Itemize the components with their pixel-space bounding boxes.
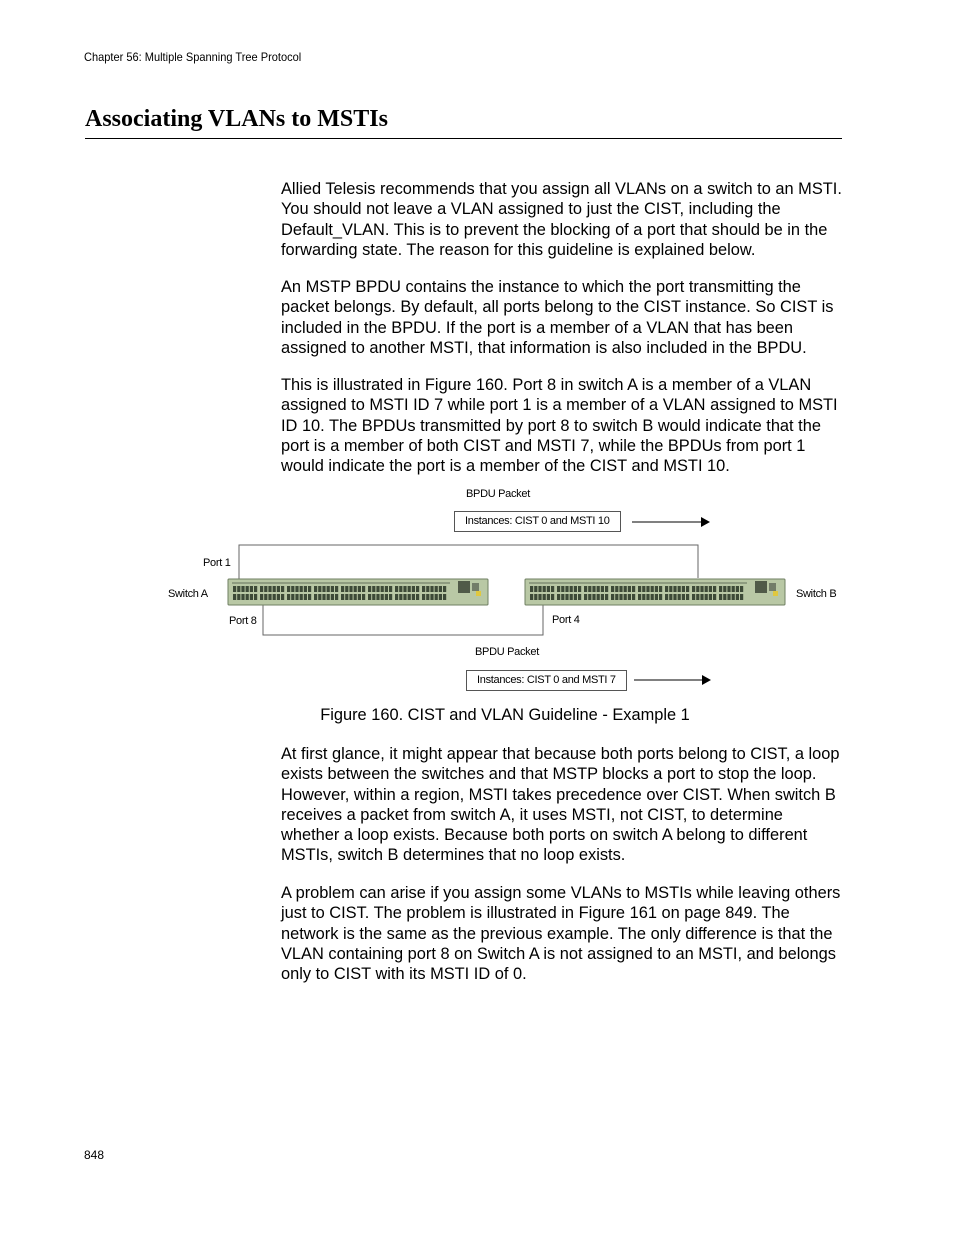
switch-port <box>287 586 290 592</box>
switch-port <box>264 594 267 600</box>
port8-link-line <box>263 605 543 635</box>
switch-port <box>624 586 627 592</box>
switch-port <box>651 594 654 600</box>
switch-port <box>723 586 726 592</box>
switch-port <box>705 586 708 592</box>
switch-port <box>322 586 325 592</box>
switch-port <box>543 594 546 600</box>
bottom-bpdu-packet-label: BPDU Packet <box>475 646 539 658</box>
switch-port <box>736 594 739 600</box>
switch-port <box>254 594 257 600</box>
switch-port <box>611 594 614 600</box>
switch-port <box>237 594 240 600</box>
switch-port <box>314 594 317 600</box>
switch-port <box>682 586 685 592</box>
switch-port <box>669 594 672 600</box>
switch-port <box>732 594 735 600</box>
port8-label: Port 8 <box>229 615 257 627</box>
switch-port <box>543 586 546 592</box>
switch-port <box>732 586 735 592</box>
switch-port <box>538 586 541 592</box>
switch-port <box>740 594 743 600</box>
switch-port <box>250 594 253 600</box>
switch-port <box>395 586 398 592</box>
switch-port <box>376 594 379 600</box>
switch-port <box>673 586 676 592</box>
switch-port <box>655 594 658 600</box>
switch-port <box>291 594 294 600</box>
switch-port <box>665 594 668 600</box>
switch-port <box>331 586 334 592</box>
switch-port <box>345 586 348 592</box>
switch-port <box>439 586 442 592</box>
switch-port <box>268 586 271 592</box>
switch-port <box>354 594 357 600</box>
switch-port <box>395 594 398 600</box>
switch-b-device <box>525 579 785 605</box>
switch-port <box>277 586 280 592</box>
switch-port <box>422 594 425 600</box>
switch-port <box>638 586 641 592</box>
switch-port <box>547 586 550 592</box>
switch-port <box>345 594 348 600</box>
switch-port <box>561 594 564 600</box>
switch-port <box>376 586 379 592</box>
switch-port <box>592 594 595 600</box>
switch-port <box>327 586 330 592</box>
switch-port <box>561 586 564 592</box>
switch-port <box>638 594 641 600</box>
switch-port <box>727 594 730 600</box>
switch-port <box>584 586 587 592</box>
switch-port <box>295 586 298 592</box>
switch-port <box>304 594 307 600</box>
switch-port <box>669 586 672 592</box>
bottom-bpdu-instances-box: Instances: CIST 0 and MSTI 7 <box>466 670 627 691</box>
switch-port <box>646 586 649 592</box>
switch-port <box>551 594 554 600</box>
switch-port <box>341 586 344 592</box>
switch-b-label: Switch B <box>796 588 837 600</box>
switch-port <box>578 586 581 592</box>
switch-b-uplink-port <box>755 581 767 593</box>
switch-port <box>678 586 681 592</box>
switch-port <box>619 586 622 592</box>
switch-port <box>233 594 236 600</box>
switch-port <box>700 586 703 592</box>
switch-port <box>628 586 631 592</box>
switch-port <box>322 594 325 600</box>
switch-port <box>605 594 608 600</box>
switch-port <box>246 594 249 600</box>
switch-port <box>547 594 550 600</box>
switch-port <box>372 586 375 592</box>
switch-port <box>530 586 533 592</box>
switch-a-device <box>228 579 488 605</box>
switch-port <box>362 594 365 600</box>
switch-port <box>619 594 622 600</box>
switch-a-uplink-port <box>458 581 470 593</box>
switch-b-label-strip <box>529 582 747 584</box>
switch-port <box>601 586 604 592</box>
switch-port <box>241 586 244 592</box>
switch-port <box>696 586 699 592</box>
switch-port <box>241 594 244 600</box>
switch-port <box>335 586 338 592</box>
switch-port <box>416 586 419 592</box>
switch-port <box>385 594 388 600</box>
top-bpdu-instances-box: Instances: CIST 0 and MSTI 10 <box>454 511 621 532</box>
switch-port <box>260 586 263 592</box>
switch-a-label-strip <box>232 582 450 584</box>
switch-port <box>659 594 662 600</box>
switch-port <box>349 586 352 592</box>
switch-port <box>597 586 600 592</box>
switch-port <box>651 586 654 592</box>
switch-port <box>435 586 438 592</box>
switch-port <box>538 594 541 600</box>
switch-port <box>250 586 253 592</box>
switch-port <box>246 586 249 592</box>
paragraph-1: Allied Telesis recommends that you assign all VLANs on a switch to an MSTI. You should not leave a VLAN assigned to just the CIST, including the Default_VLAN. This is to prevent the blocking of a port that should be in the forwarding state. The reason for this guideline is explained below. <box>281 180 842 259</box>
switch-port <box>233 586 236 592</box>
switch-port <box>700 594 703 600</box>
switch-port <box>439 594 442 600</box>
switch-port <box>601 594 604 600</box>
switch-port <box>358 586 361 592</box>
switch-port <box>422 586 425 592</box>
switch-port <box>642 586 645 592</box>
switch-port <box>403 594 406 600</box>
switch-port <box>426 594 429 600</box>
switch-port <box>719 586 722 592</box>
switch-port <box>709 586 712 592</box>
switch-port <box>314 586 317 592</box>
switch-port <box>597 594 600 600</box>
switch-port <box>727 586 730 592</box>
switch-port <box>308 586 311 592</box>
switch-port <box>628 594 631 600</box>
switch-port <box>349 594 352 600</box>
switch-a-status-led <box>476 591 481 596</box>
switch-port <box>736 586 739 592</box>
switch-port <box>709 594 712 600</box>
switch-port <box>430 594 433 600</box>
switch-port <box>615 586 618 592</box>
switch-port <box>273 586 276 592</box>
switch-port <box>686 586 689 592</box>
switch-port <box>331 594 334 600</box>
switch-port <box>570 586 573 592</box>
switch-port <box>281 586 284 592</box>
switch-port <box>611 586 614 592</box>
switch-port <box>673 594 676 600</box>
switch-port <box>615 594 618 600</box>
switch-port <box>659 586 662 592</box>
switch-port <box>291 586 294 592</box>
switch-port <box>399 594 402 600</box>
switch-port <box>557 586 560 592</box>
switch-port <box>740 586 743 592</box>
switch-port <box>304 586 307 592</box>
switch-port <box>557 594 560 600</box>
switch-port <box>412 594 415 600</box>
switch-port <box>295 594 298 600</box>
switch-a-label: Switch A <box>168 588 208 600</box>
switch-port <box>686 594 689 600</box>
switch-port <box>389 594 392 600</box>
port4-label: Port 4 <box>552 614 580 626</box>
switch-port <box>705 594 708 600</box>
switch-port <box>362 586 365 592</box>
switch-port <box>358 594 361 600</box>
switch-port <box>443 586 446 592</box>
switch-port <box>416 594 419 600</box>
switch-port <box>534 594 537 600</box>
switch-port <box>287 594 290 600</box>
switch-port <box>624 594 627 600</box>
switch-port <box>642 594 645 600</box>
paragraph-2: An MSTP BPDU contains the instance to which the port transmitting the packet belongs. By default, all ports belong to the CIST instance. So CIST is included in the BPDU. If the port is a member of a VLAN that has been assigned to another MSTI, that information is also included in the BPDU. <box>281 278 834 357</box>
switch-port <box>665 586 668 592</box>
switch-port <box>723 594 726 600</box>
switch-port <box>551 586 554 592</box>
switch-port <box>300 594 303 600</box>
switch-port <box>335 594 338 600</box>
switch-port <box>237 586 240 592</box>
port1-link-line <box>239 545 698 580</box>
top-arrow-head <box>701 517 710 527</box>
switch-b-status-led <box>773 591 778 596</box>
switch-port <box>254 586 257 592</box>
switch-port <box>327 594 330 600</box>
switch-port <box>574 586 577 592</box>
switch-port <box>408 586 411 592</box>
switch-port <box>385 586 388 592</box>
switch-port <box>277 594 280 600</box>
switch-port <box>570 594 573 600</box>
paragraph-4: At first glance, it might appear that because both ports belong to CIST, a loop exists between the switches and that MSTP blocks a port to stop the loop. However, within a region, MSTI takes precedence over CIST. When switch B receives a packet from switch A, it uses MSTI, not CIST, to determine whether a loop exists. Because both ports on switch A belong to different MSTIs, switch B determines that no loop exists. <box>281 745 840 865</box>
switch-a-led-block <box>472 583 479 591</box>
switch-port <box>565 586 568 592</box>
switch-port <box>655 586 658 592</box>
running-head: Chapter 56: Multiple Spanning Tree Protocol <box>84 50 302 64</box>
switch-b-led-block <box>769 583 776 591</box>
switch-port <box>372 594 375 600</box>
switch-port <box>696 594 699 600</box>
switch-port <box>578 594 581 600</box>
page-number: 848 <box>84 1148 105 1162</box>
switch-port <box>443 594 446 600</box>
switch-port <box>300 586 303 592</box>
switch-port <box>692 586 695 592</box>
switch-port <box>646 594 649 600</box>
switch-port <box>268 594 271 600</box>
switch-port <box>389 586 392 592</box>
switch-port <box>632 586 635 592</box>
switch-port <box>530 594 533 600</box>
switch-port <box>678 594 681 600</box>
paragraph-3: This is illustrated in Figure 160. Port 8 in switch A is a member of a VLAN assigned to MSTI ID 7 while port 1 is a member of a VLAN assigned to MSTI ID 10. The BPDUs transmitted by port 8 to switch B would indicate that the port is a member of both CIST and MSTI 7, while the BPDUs from port 1 would indicate the port is a member of the CIST and MSTI 10. <box>281 376 838 476</box>
switch-port <box>682 594 685 600</box>
switch-port <box>354 586 357 592</box>
switch-port <box>435 594 438 600</box>
switch-port <box>584 594 587 600</box>
port1-label: Port 1 <box>203 557 231 569</box>
switch-port <box>308 594 311 600</box>
switch-port <box>341 594 344 600</box>
switch-port <box>605 586 608 592</box>
section-title: Associating VLANs to MSTIs <box>85 106 842 139</box>
switch-port <box>534 586 537 592</box>
paragraph-5: A problem can arise if you assign some VLANs to MSTIs while leaving others just to CIST. The problem is illustrated in Figure 161 on page 849. The network is the same as the previous example. The only difference is that the VLAN containing port 8 on Switch A is not assigned to an MSTI, and belongs only to CIST with its MSTI ID of 0. <box>281 884 841 984</box>
switch-port <box>632 594 635 600</box>
switch-port <box>381 594 384 600</box>
top-bpdu-packet-label: BPDU Packet <box>466 488 530 500</box>
switch-port <box>368 594 371 600</box>
switch-port <box>713 586 716 592</box>
figure-caption: Figure 160. CIST and VLAN Guideline - Example 1 <box>320 706 690 724</box>
switch-port <box>403 586 406 592</box>
switch-port <box>719 594 722 600</box>
switch-port <box>426 586 429 592</box>
network-figure <box>160 484 850 694</box>
switch-port <box>281 594 284 600</box>
switch-port <box>565 594 568 600</box>
switch-port <box>592 586 595 592</box>
bottom-arrow-head <box>702 675 711 685</box>
switch-port <box>318 594 321 600</box>
switch-port <box>273 594 276 600</box>
switch-port <box>264 586 267 592</box>
switch-port <box>588 586 591 592</box>
switch-port <box>381 586 384 592</box>
switch-port <box>430 586 433 592</box>
switch-port <box>318 586 321 592</box>
switch-port <box>574 594 577 600</box>
switch-port <box>399 586 402 592</box>
switch-port <box>368 586 371 592</box>
switch-port <box>692 594 695 600</box>
switch-port <box>713 594 716 600</box>
switch-port <box>412 586 415 592</box>
switch-port <box>260 594 263 600</box>
switch-port <box>408 594 411 600</box>
switch-port <box>588 594 591 600</box>
